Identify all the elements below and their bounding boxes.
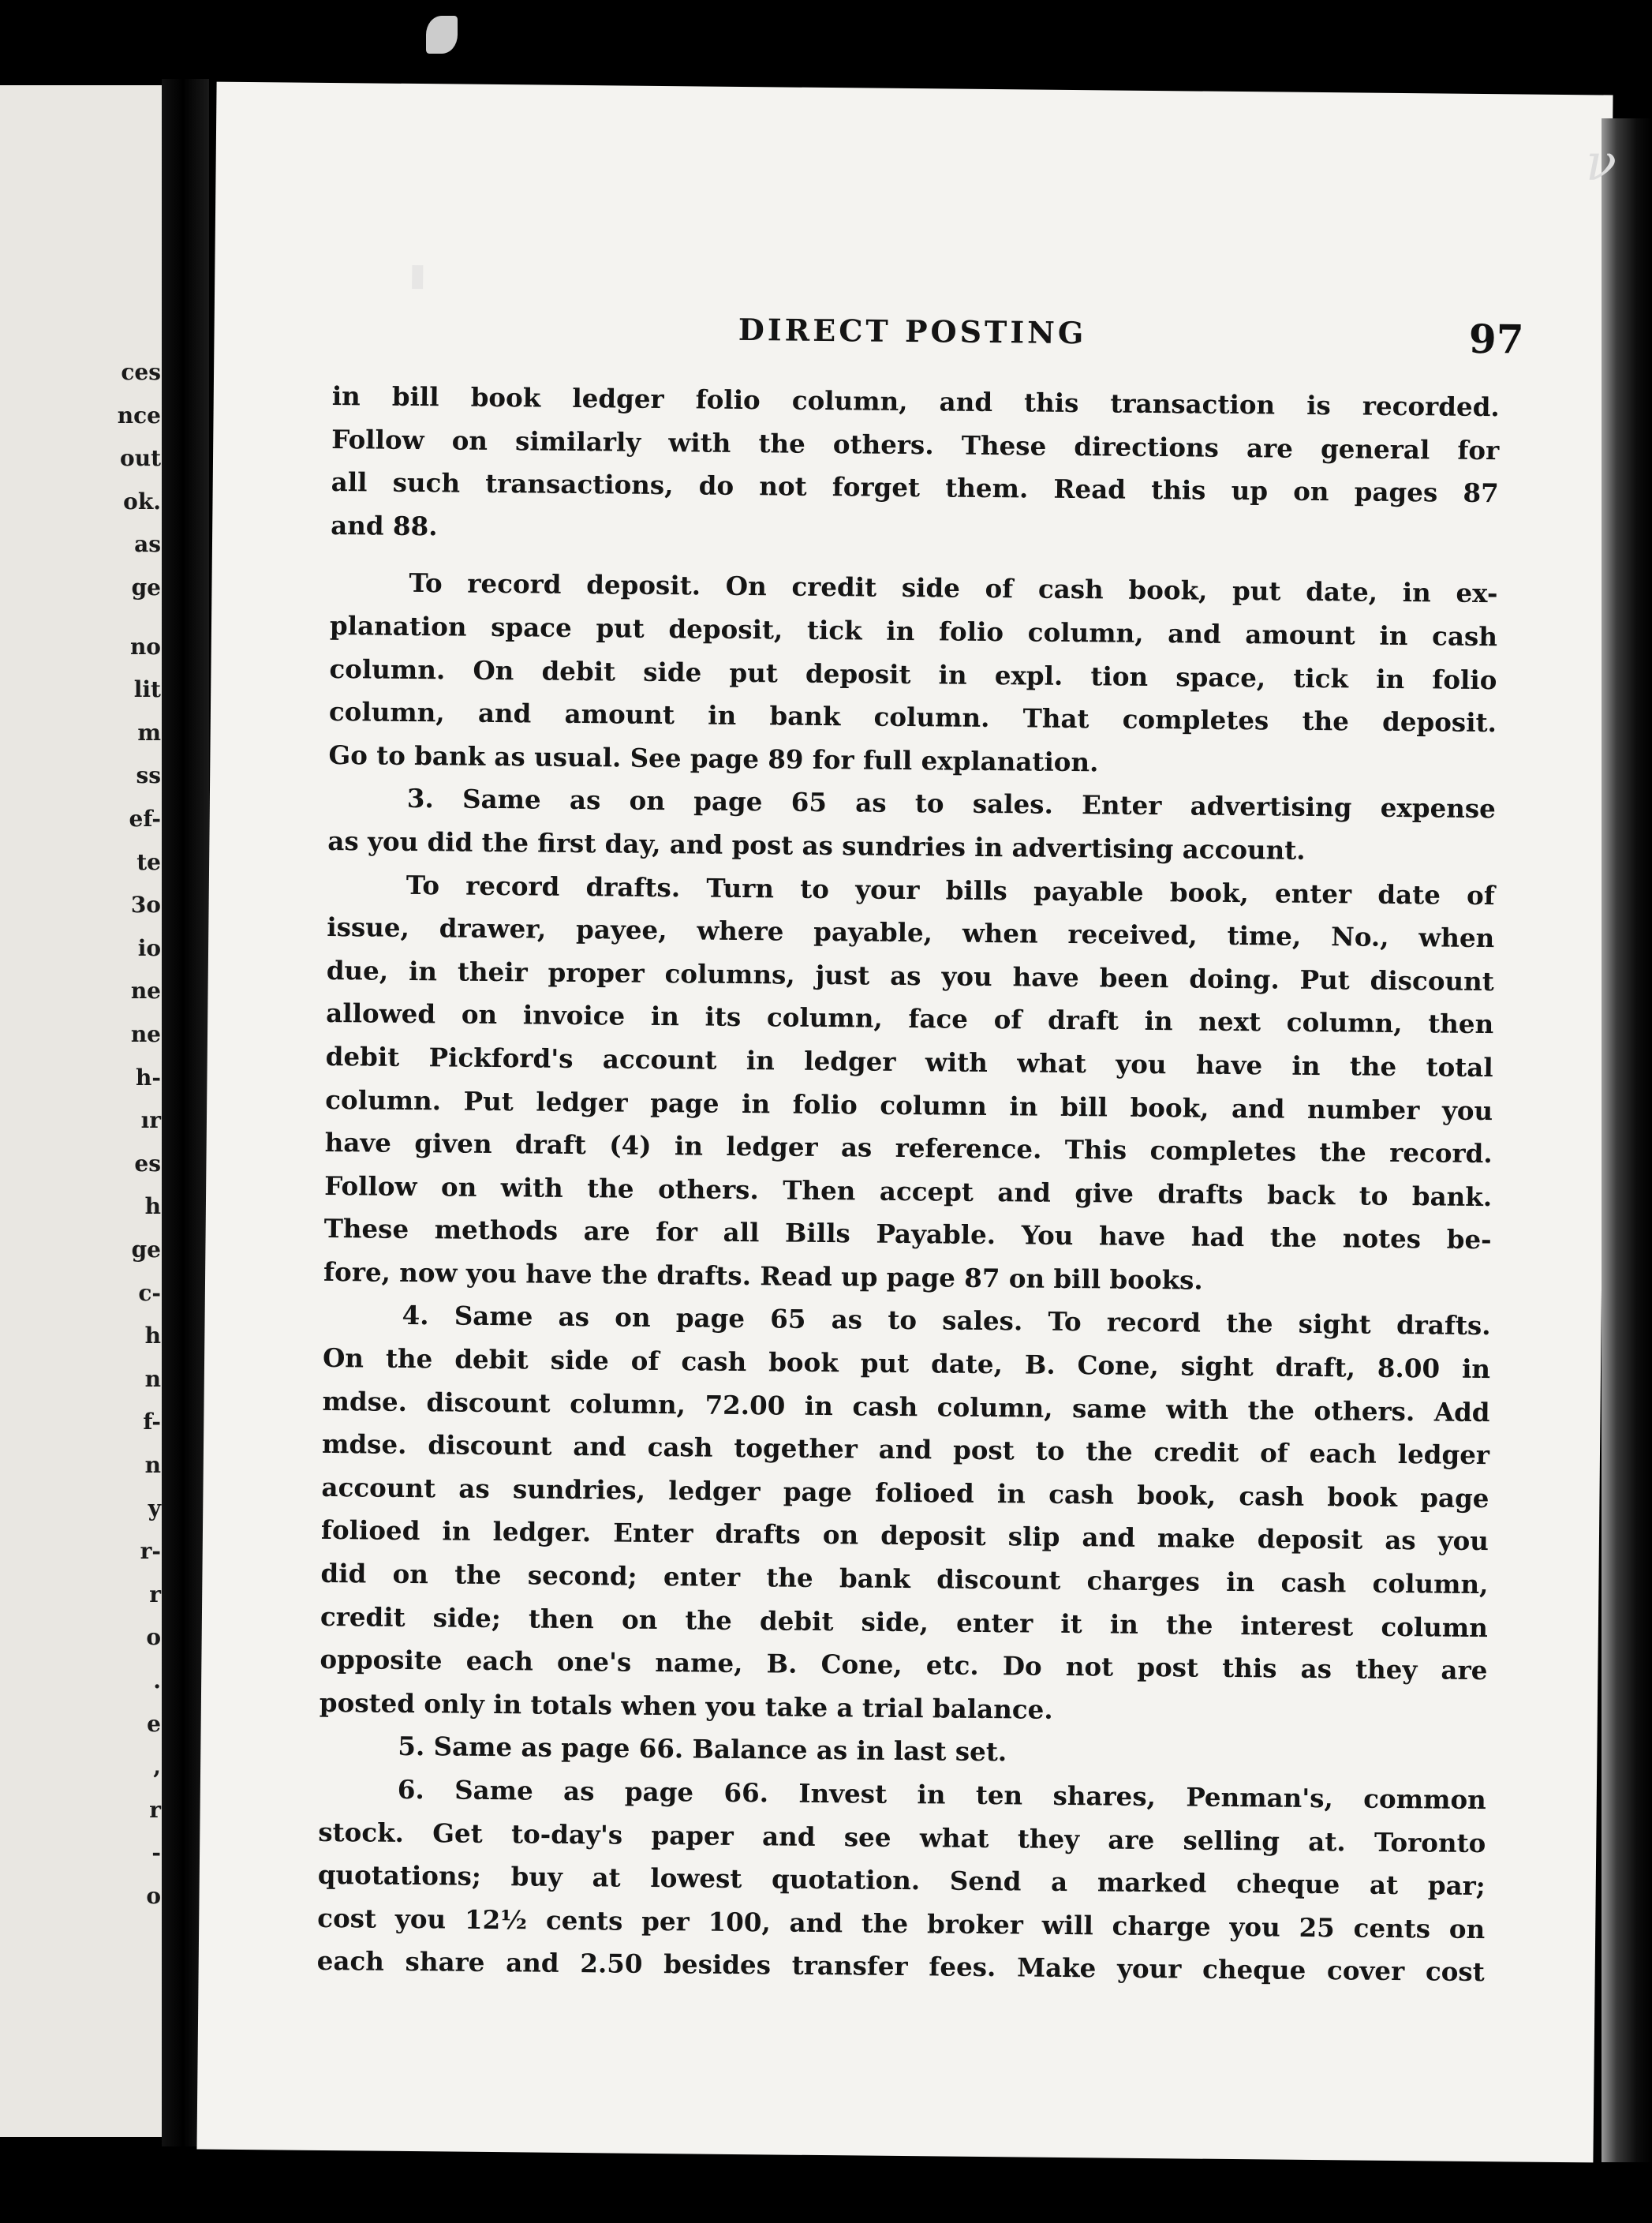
text-line: column, and amount in bank column. That completes the deposit. [328,696,1497,739]
text-line: These methods are for all Bills Payable. You have had the notes be- [323,1213,1492,1256]
text-line: column. Put ledger page in folio column in bill book, and number you [325,1083,1493,1126]
text-line: all such transactions, do not forget them. Read this up on pages 87 [331,466,1499,509]
left-page-fragment: lit [133,676,161,703]
left-page-fragment: r- [140,1538,161,1565]
left-page-fragment: m [137,719,161,746]
left-page-fragment: r [149,1581,161,1607]
left-page-fragment: y [148,1495,161,1521]
page-number: 97 [1468,315,1524,363]
left-page-fragment: f- [143,1409,161,1435]
scan-blemish [426,16,458,54]
text-line: folioed in ledger. Enter drafts on deposit slip and make deposit as you [320,1514,1489,1557]
text-line: have given draft (4) in ledger as reference. This completes the record. [324,1127,1493,1170]
left-page-fragment: o [146,1883,161,1909]
left-page-fragment: h [144,1193,161,1220]
text-line: opposite each one's name, B. Cone, etc. Do not post this as they are [320,1644,1488,1686]
text-line: quotations; buy at lowest quotation. Send a marked cheque at par; [317,1859,1486,1902]
text-line: allowed on invoice in its column, face of draft in next column, then [326,997,1494,1040]
left-page-fragment: r [149,1796,161,1823]
left-page-fragment: ge [131,1237,161,1263]
left-page-fragment: io [137,934,161,961]
text-line: Follow on with the others. Then accept and give drafts back to bank. [324,1170,1493,1212]
left-page-fragment: c- [138,1279,161,1306]
text-line: 6. Same as page 66. Invest in ten shares, Penman's, common [397,1773,1486,1816]
left-page-fragment: out [120,445,161,472]
left-page-fragment: o [146,1624,161,1651]
text-line: mdse. discount column, 72.00 in cash column, same with the others. Add [322,1385,1490,1428]
left-page-fragment: ok. [123,488,161,515]
text-line: planation space put deposit, tick in folio column, and amount in cash [329,609,1498,653]
left-page-fragment: n [144,1452,161,1478]
text-line: debit Pickford's account in ledger with what you have in the total [325,1040,1493,1083]
text-line: did on the second; enter the bank discount charges in cash column, [320,1557,1489,1600]
main-page [196,82,1613,2163]
left-page-fragment: - [151,1839,161,1866]
left-page-fragment: ne [130,1021,161,1047]
text-line: issue, drawer, payee, where payable, when received, time, No., when [327,911,1495,954]
text-line: cost you 12½ cents per 100, and the broker will charge you 25 cents on [317,1902,1486,1944]
left-page-fragment: h [144,1323,161,1349]
text-line: and 88. [331,509,438,542]
text-line: Follow on similarly with the others. These directions are general for [331,423,1500,466]
text-line: posted only in totals when you take a trial balance. [319,1686,1053,1725]
right-edge-mark: ν [1586,134,1616,193]
text-line: To record deposit. On credit side of cash book, put date, in ex- [409,567,1498,609]
text-line: stock. Get to-day's paper and see what they are selling at. Toronto [318,1816,1486,1858]
text-line: each share and 2.50 besides transfer fees. Make your cheque cover cost [316,1945,1485,1988]
running-head: DIRECT POSTING [738,311,1087,351]
text-line: due, in their proper columns, just as you have been doing. Put discount [326,954,1494,997]
right-binding-edge [1602,118,1652,2162]
left-page-fragment: . [153,1667,161,1693]
left-page-fragment: es [134,1150,161,1177]
left-facing-page [0,85,172,2137]
text-line: Go to bank as usual. See page 89 for full explanation. [328,739,1099,778]
left-page-fragment: ss [136,762,161,789]
text-line: column. On debit side put deposit in expl. tion space, tick in folio [329,653,1497,695]
text-line: credit side; then on the debit side, enter it in the interest column [320,1600,1489,1643]
text-line: account as sundries, ledger page folioed in cash book, cash book page [321,1471,1489,1514]
left-page-fragment: as [134,531,161,558]
text-line: On the debit side of cash book put date, B. Cone, sight draft, 8.00 in [322,1342,1491,1385]
left-page-fragment: , [153,1753,161,1780]
text-line: as you did the first day, and post as sundries in advertising account. [327,825,1306,866]
text-line: in bill book ledger folio column, and this transaction is recorded. [331,380,1500,423]
body-text [316,375,1499,1994]
left-page-fragment: ces [121,359,161,385]
left-page-fragment: ır [140,1107,161,1134]
left-page-fragment: e [147,1710,161,1737]
text-line: 5. Same as page 66. Balance as in last set. [398,1731,1007,1768]
text-line: fore, now you have the drafts. Read up page 87 on bill books. [323,1256,1203,1296]
left-page-fragment: n [144,1365,161,1392]
text-line: 4. Same as on page 65 as to sales. To record the sight drafts. [402,1300,1491,1342]
page-header [214,307,1610,368]
page-corner-mark [412,265,423,289]
left-page-fragment: ne [130,978,161,1005]
left-page-fragment: h- [136,1064,161,1091]
left-page-fragment: nce [117,402,161,429]
left-page-fragment: ef- [129,806,161,832]
text-line: To record drafts. Turn to your bills payable book, enter date of [406,869,1495,911]
text-line: 3. Same as on page 65 as to sales. Enter advertising expense [406,783,1497,825]
left-page-fragment: te [136,848,161,875]
left-page-fragment: ge [131,574,161,601]
text-line: mdse. discount and cash together and post to the credit of each ledger [321,1428,1490,1471]
left-page-fragment: 3o [130,892,161,919]
left-page-fragment: no [129,633,161,660]
